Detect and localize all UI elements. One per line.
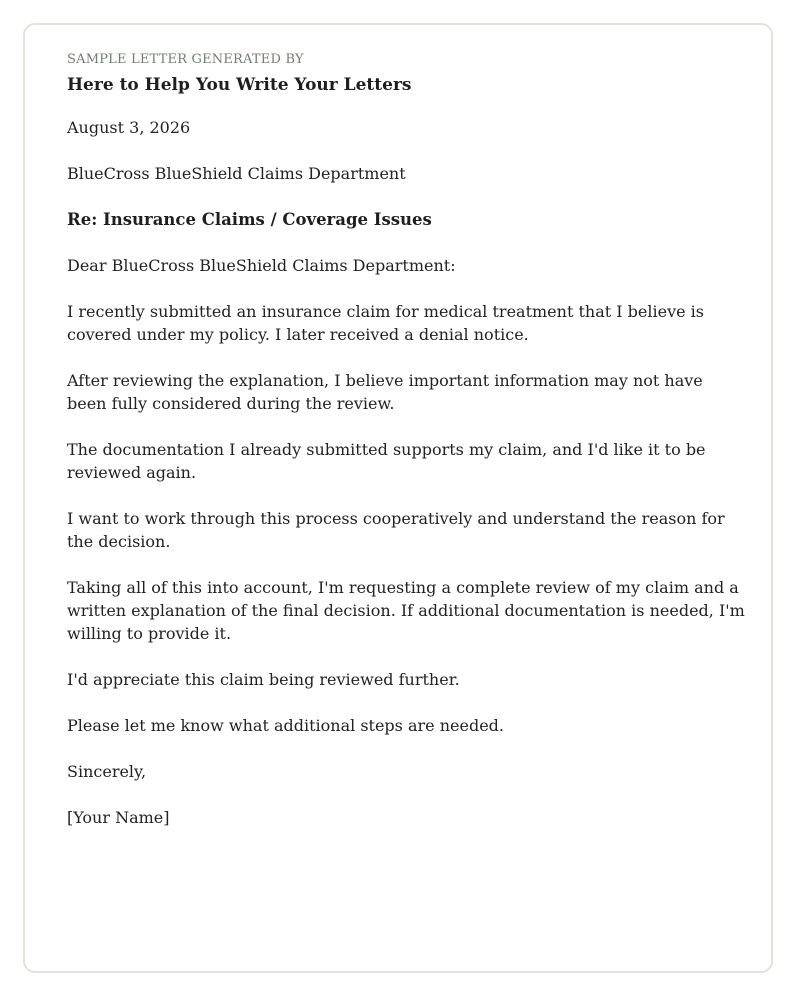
letter-paragraph: I recently submitted an insurance claim for medical treatment that I believe is covered under my policy. I later received a denial notice. <box>67 302 704 344</box>
letter-salutation: Dear BlueCross BlueShield Claims Department: <box>67 256 456 275</box>
letter-paragraph: Taking all of this into account, I'm requesting a complete review of my claim and a written explanation of the final decision. If additional documentation is needed, I'm willing to provide it. <box>67 578 745 643</box>
letter-paragraph: I want to work through this process cooperatively and understand the reason for the decision. <box>67 509 725 551</box>
letter-date: August 3, 2026 <box>67 118 191 137</box>
letter-recipient: BlueCross BlueShield Claims Department <box>67 164 406 183</box>
brand-title: Here to Help You Write Your Letters <box>67 75 412 95</box>
letter-closing: Sincerely, <box>67 762 147 781</box>
letter-subject: Re: Insurance Claims / Coverage Issues <box>67 210 432 229</box>
letter-card <box>23 23 773 973</box>
letter-paragraph: I'd appreciate this claim being reviewed further. <box>67 670 460 689</box>
letter-paragraph: The documentation I already submitted supports my claim, and I'd like it to be reviewed again. <box>67 440 706 482</box>
generated-by-label: SAMPLE LETTER GENERATED BY <box>67 52 304 67</box>
letter-paragraph: After reviewing the explanation, I believe important information may not have been fully considered during the review. <box>67 371 703 413</box>
letter-content <box>67 52 747 829</box>
letter-paragraph: Please let me know what additional steps are needed. <box>67 716 504 735</box>
letter-signature: [Your Name] <box>67 808 170 827</box>
